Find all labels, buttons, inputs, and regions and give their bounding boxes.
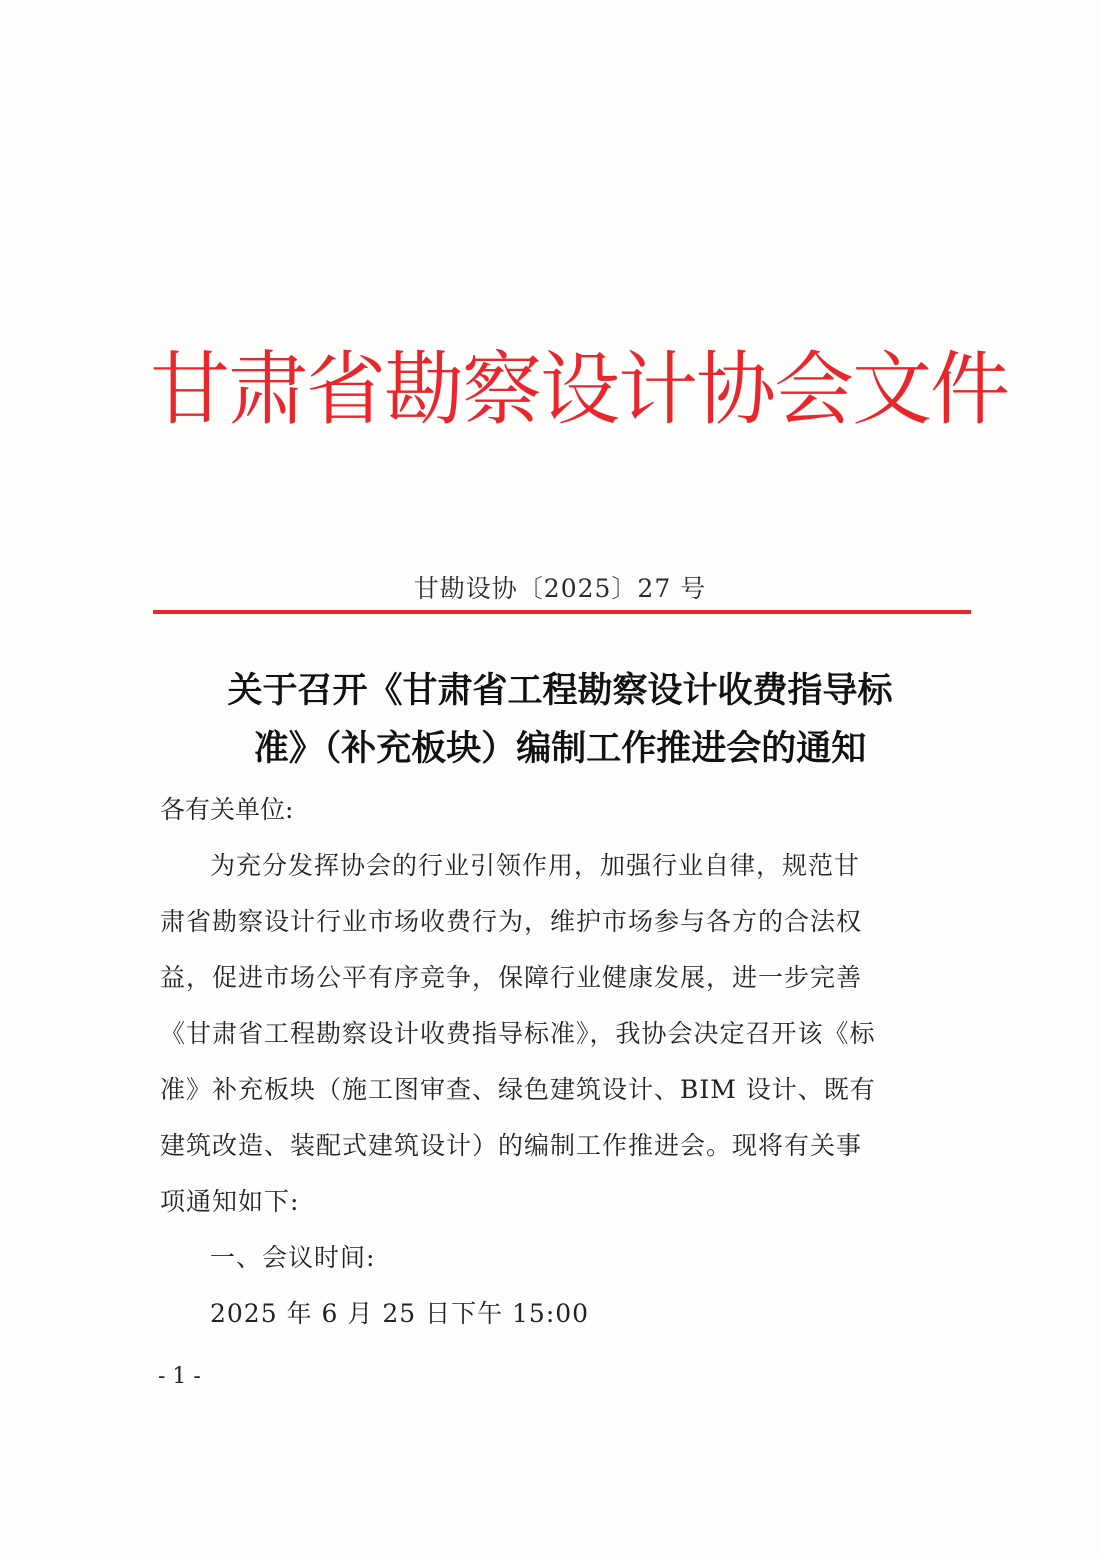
meeting-time-value: 2025 年 6 月 25 日下午 15:00 [210,1299,590,1328]
masthead-title: 甘肃省勘察设计协会文件 [150,343,1008,436]
salutation: 各有关单位: [160,795,294,824]
notice-body [160,782,950,1342]
paragraph-line: 项通知如下: [160,1187,300,1216]
paragraph-line: 为充分发挥协会的行业引领作用，加强行业自律，规范甘 [210,851,861,880]
notice-title-line-1: 关于召开《甘肃省工程勘察设计收费指导标 [227,671,893,711]
notice-title [150,662,970,778]
document-number: 甘勘设协〔2025〕27 号 [413,574,707,603]
notice-title-line-2: 准》（补充板块）编制工作推进会的通知 [253,729,867,769]
section-heading-meeting-time: 一、会议时间: [210,1243,376,1272]
page-number: - 1 - [158,1364,201,1389]
paragraph-line: 益，促进市场公平有序竞争，保障行业健康发展，进一步完善 [160,963,863,992]
paragraph-line: 建筑改造、装配式建筑设计）的编制工作推进会。现将有关事 [160,1131,863,1160]
paragraph-line: 肃省勘察设计行业市场收费行为，维护市场参与各方的合法权 [160,907,863,936]
red-separator-line [153,610,971,614]
paragraph-line: 《甘肃省工程勘察设计收费指导标准》，我协会决定召开该《标 [160,1019,876,1048]
paragraph-line: 准》补充板块（施工图审查、绿色建筑设计、BIM 设计、既有 [160,1075,876,1104]
